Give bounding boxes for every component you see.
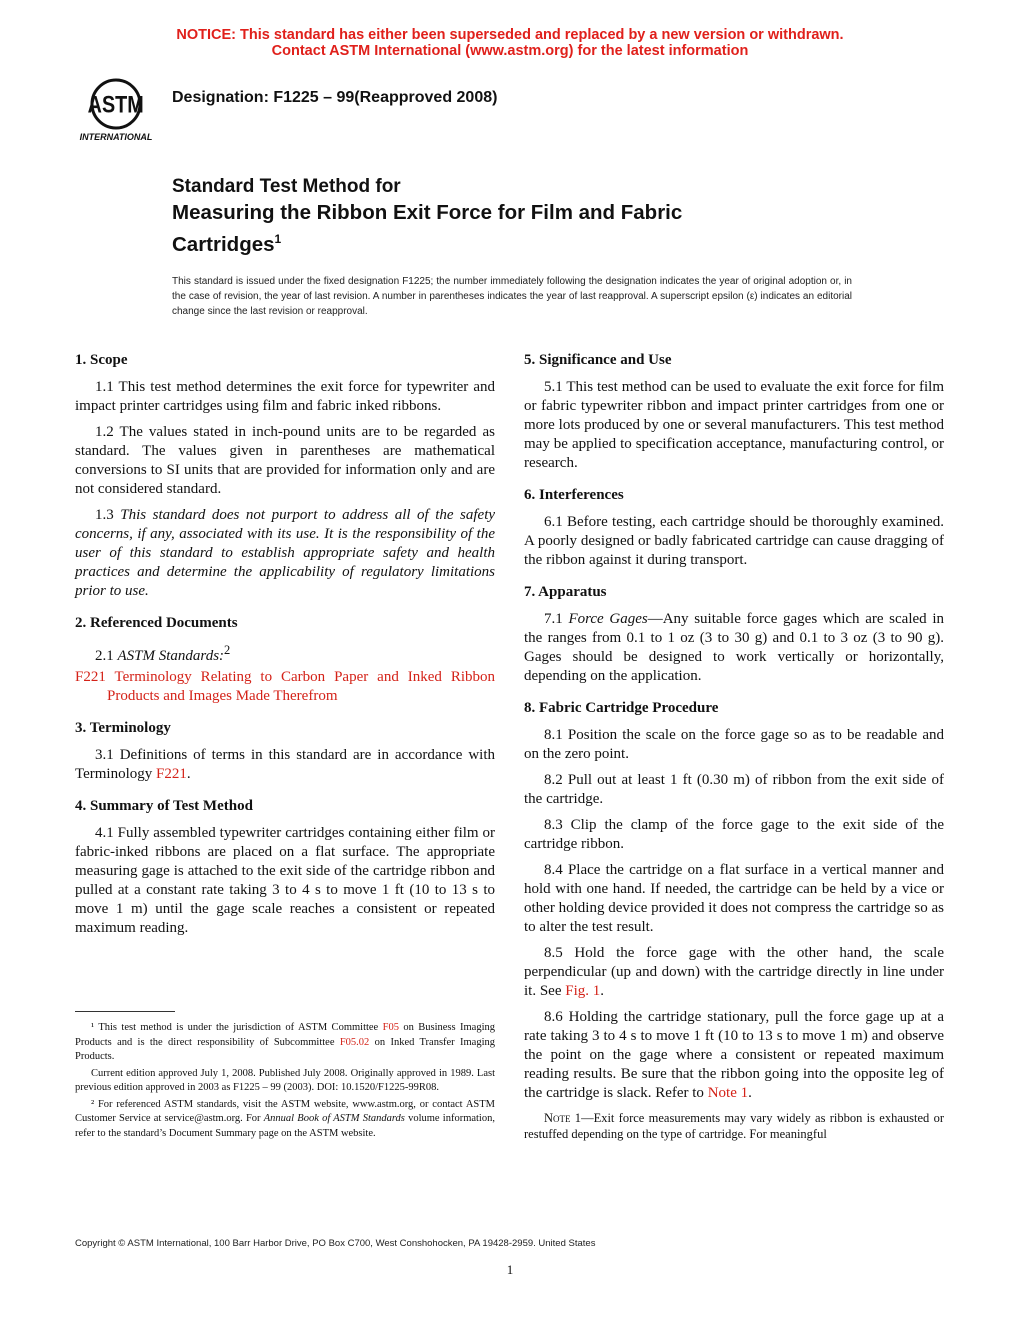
section-heading: 6. Interferences: [524, 487, 624, 503]
section-terminology: [75, 718, 495, 784]
svg-text:ASTM: ASTM: [87, 90, 144, 118]
paragraph-1-3: 1.3 This standard does not purport to address all of the safety concerns, if any, associated with its use. It is the responsibility of the user of this standard to establish appropriate safety and health practices and determine the applicability of regulatory limitations prior to use.: [75, 507, 496, 599]
copyright: Copyright © ASTM International, 100 Barr Harbor Drive, PO Box C700, West Conshohocken, PA 19428-2959. United States: [75, 1238, 596, 1249]
footnote-1-edition: Current edition approved July 1, 2008. Published July 2008. Originally approved in 1989. Last previous edition approved in 2003 as F1225 – 99 (2003). DOI: 10.1520/F1225-99R08.: [75, 1067, 495, 1093]
section-scope: [75, 350, 495, 601]
footnote-2: ² For referenced ASTM standards, visit the ASTM website, www.astm.org, or contact ASTM Customer Service at service@astm.org. For Annual Book of ASTM Standards volume information, refer to the standard’s Document Summary page on the ASTM website.: [75, 1098, 495, 1139]
footnotes: [75, 1021, 495, 1143]
section-referenced-documents: [75, 613, 495, 706]
note-1: Note 1—Exit force measurements may vary widely as ribbon is exhausted or restuffed depending on the type of cartridge. For meaningful: [524, 1111, 944, 1141]
paragraph-5-1: 5.1 This test method can be used to evaluate the exit force for film or fabric typewriter ribbon and impact printer cartridges from one or more lots produced by one or several manufacturers. This test method may be applied to specification acceptance, manufacturing control, or research.: [524, 379, 944, 471]
section-heading: 7. Apparatus: [524, 584, 607, 600]
footnote-divider: [75, 1011, 175, 1012]
section-heading: 1. Scope: [75, 352, 128, 368]
paragraph-6-1: 6.1 Before testing, each cartridge should be thoroughly examined. A poorly designed or badly fabricated cartridge can cause dragging of the ribbon against it during transport.: [524, 514, 944, 568]
section-summary: [75, 796, 495, 938]
paragraph-8-5: 8.5 Hold the force gage with the other hand, the scale perpendicular (up and down) with the cartridge directly in line under it. See Fig. 1.: [524, 945, 944, 999]
figure-link[interactable]: Fig. 1: [565, 983, 601, 999]
section-significance: [524, 350, 944, 473]
paragraph-4-1: 4.1 Fully assembled typewriter cartridges containing either film or fabric-inked ribbons are placed on a flat surface. The appropriate measuring gage is attached to the exit side of the cartridge ribbon and pulled at a constant rate taking 3 to 4 s to move 1 ft (10 to 13 s to move 1 m) until the gage scale reaches a consistent or repeated maximum reading.: [75, 825, 495, 936]
paragraph-8-3: 8.3 Clip the clamp of the force gage to the exit side of the cartridge ribbon.: [524, 817, 944, 852]
astm-logo: [68, 76, 164, 146]
right-column: [524, 350, 944, 1154]
title-footnote-mark: 1: [274, 232, 282, 246]
footnote-1: ¹ This test method is under the jurisdiction of ASTM Committee F05 on Business Imaging Products and is the direct responsibility of Subcommittee F05.02 on Inked Transfer Imaging Products.: [75, 1022, 495, 1062]
section-procedure: [524, 698, 944, 1142]
paragraph-8-4: 8.4 Place the cartridge on a flat surface in a vertical manner and hold with one hand. If needed, the cartridge can be held by a vice or other holding device provided it does not compress the cartridge so as to alter the test result.: [524, 862, 944, 935]
section-heading: 3. Terminology: [75, 720, 171, 736]
title-line-3: Cartridges$^1$: [172, 232, 282, 256]
section-apparatus: [524, 582, 944, 686]
subcommittee-link[interactable]: F05.02: [339, 1036, 370, 1048]
paragraph-8-2: 8.2 Pull out at least 1 ft (0.30 m) of ribbon from the exit side of the cartridge.: [524, 772, 944, 807]
document-title: [172, 175, 682, 258]
reference-link[interactable]: F221: [156, 766, 187, 782]
page-number: 1: [506, 1262, 514, 1277]
committee-link[interactable]: F05: [382, 1022, 399, 1033]
paragraph-1-2: 1.2 The values stated in inch-pound units are to be regarded as standard. The values given in parentheses are mathematical conversions to SI units that are provided for information only and are not considered standard.: [75, 424, 495, 497]
section-heading: 2. Referenced Documents: [75, 615, 238, 631]
notice-line-1: NOTICE: This standard has either been superseded and replaced by a new version or withdrawn.: [176, 27, 844, 43]
paragraph-1-1: 1.1 This test method determines the exit force for typewriter and impact printer cartridges using film and fabric inked ribbons.: [75, 379, 495, 414]
issued-note: This standard is issued under the fixed designation F1225; the number immediately following the designation indicates the year of original adoption or, in the case of revision, the year of last revision. A number in parentheses indicates the year of last reapproval. A superscript epsilon (ε) indicates an editorial change since the last revision or reapproval.: [172, 276, 852, 317]
left-column: [75, 350, 495, 950]
paragraph-3-1: 3.1 Definitions of terms in this standard are in accordance with Terminology F221.: [75, 747, 495, 782]
svg-text:INTERNATIONAL: INTERNATIONAL: [79, 132, 153, 142]
section-heading: 5. Significance and Use: [524, 352, 672, 368]
designation: Designation: F1225 – 99(Reapproved 2008): [172, 89, 498, 106]
section-heading: 4. Summary of Test Method: [75, 798, 253, 814]
withdrawal-notice: [0, 27, 1020, 59]
paragraph-8-6: 8.6 Holding the cartridge stationary, pull the force gage up at a rate taking 3 to 4 s to move 1 ft (10 to 13 s to move 1 m) and observe the point on the gage where a consistent or repeated maximum reading results. Be sure that the ribbon going into the opposite leg of the cartridge is slack. Refer to Note 1.: [524, 1009, 944, 1101]
astm-logo-icon: [68, 76, 164, 146]
paragraph-8-1: 8.1 Position the scale on the force gage so as to be readable and on the zero point.: [524, 727, 944, 762]
notice-line-2: Contact ASTM International (www.astm.org) for the latest information: [271, 43, 749, 59]
title-line-2: Measuring the Ribbon Exit Force for Film and Fabric: [172, 201, 683, 224]
paragraph-2-1: 2.1 ASTM Standards:$^2$: [95, 643, 231, 664]
section-heading: 8. Fabric Cartridge Procedure: [524, 700, 719, 716]
paragraph-7-1: 7.1 Force Gages—Any suitable force gages which are scaled in the ranges from 0.1 to 1 oz (3 to 30 g) and 0.1 to 3 oz (3 to 90 g). Gages should be designed to work vertically or horizontally, depending on the application.: [524, 611, 945, 684]
section-interferences: [524, 485, 944, 570]
reference-f221: F221 Terminology Relating to Carbon Paper and Inked Ribbon Products and Images Made Therefrom: [75, 669, 495, 704]
title-line-1: Standard Test Method for: [172, 176, 401, 197]
reference-link[interactable]: F221: [75, 669, 106, 685]
note-link[interactable]: Note 1: [707, 1085, 749, 1101]
